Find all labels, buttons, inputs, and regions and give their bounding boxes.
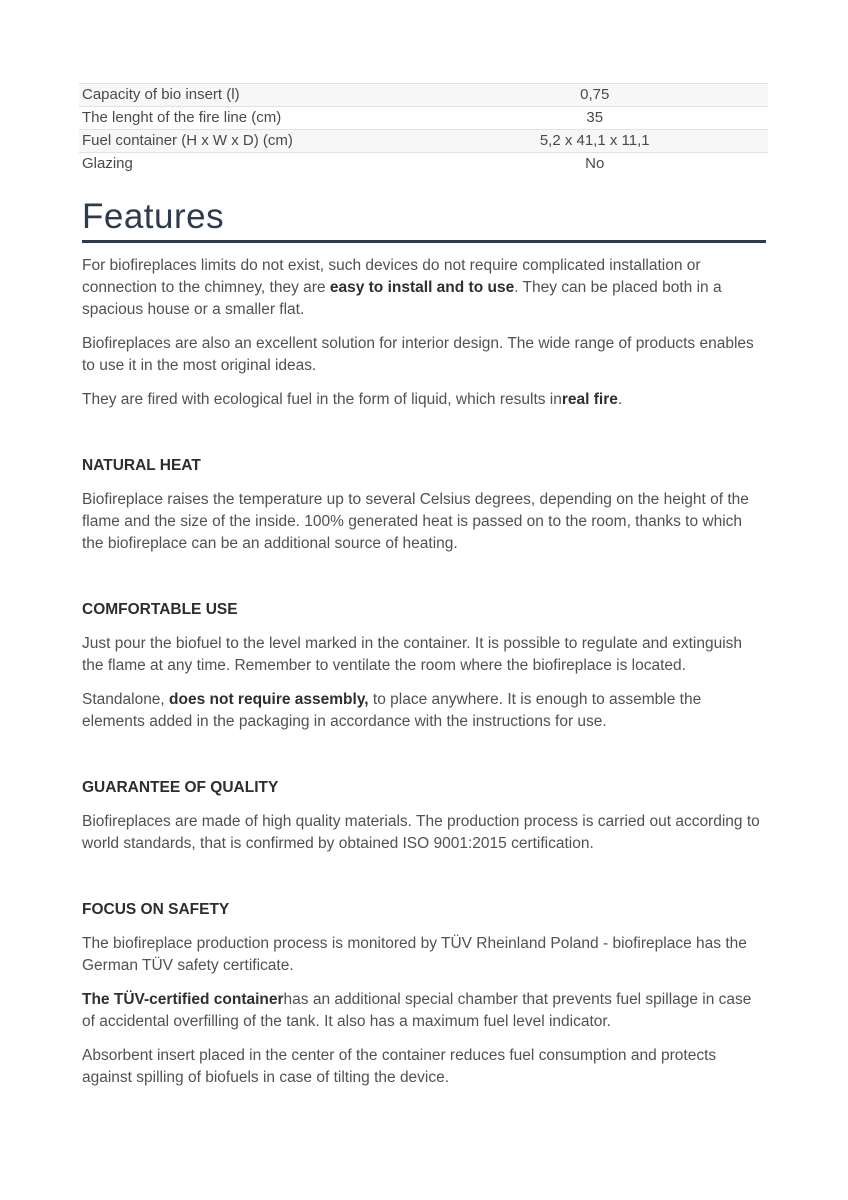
intro-paragraph: Biofireplaces are also an excellent solution for interior design. The wide range of products enables to use it in the most original ideas.	[82, 335, 754, 374]
section-paragraph: Standalone, does not require assembly, to place anywhere. It is enough to assemble the elements added in the packaging in accordance with the instructions for use.	[82, 691, 702, 730]
section-paragraph: Biofireplaces are made of high quality materials. The production process is carried out according to world standards, that is confirmed by obtained ISO 9001:2015 certification.	[82, 813, 760, 852]
heading-guarantee-of-quality: GUARANTEE OF QUALITY	[82, 779, 279, 796]
table-row	[79, 107, 768, 130]
heading-focus-on-safety: FOCUS ON SAFETY	[82, 901, 230, 918]
heading-comfortable-use: COMFORTABLE USE	[82, 601, 238, 618]
section-paragraph: The biofireplace production process is monitored by TÜV Rheinland Poland - biofireplace has the German TÜV safety certificate.	[82, 935, 747, 974]
features-heading: Features	[82, 197, 225, 236]
spec-label: Glazing	[82, 155, 133, 172]
table-row	[79, 153, 768, 176]
spec-value: 35	[586, 109, 604, 126]
section-paragraph: Absorbent insert placed in the center of the container reduces fuel consumption and protects against spilling of biofuels in case of tilting the device.	[82, 1047, 717, 1086]
specs-table	[79, 83, 768, 175]
table-row	[79, 130, 768, 153]
intro-paragraph: For biofireplaces limits do not exist, such devices do not require complicated installation or connection to the chimney, they are easy to install and to use. They can be placed both in a spacious house or a smaller flat.	[82, 257, 722, 318]
section-paragraph: The TÜV-certified containerhas an additional special chamber that prevents fuel spillage in case of accidental overfilling of the tank. It also has a maximum fuel level indicator.	[82, 991, 752, 1030]
spec-label: Fuel container (H x W x D) (cm)	[82, 132, 293, 149]
section-paragraph: Just pour the biofuel to the level marked in the container. It is possible to regulate and extinguish the flame at any time. Remember to ventilate the room where the biofireplace is located.	[82, 635, 743, 674]
spec-value: 0,75	[580, 86, 610, 103]
table-row	[79, 84, 768, 107]
features-divider	[82, 240, 766, 243]
heading-natural-heat: NATURAL HEAT	[82, 457, 201, 474]
spec-value: 5,2 x 41,1 x 11,1	[539, 132, 650, 149]
spec-label: Capacity of bio insert (l)	[82, 86, 240, 103]
intro-paragraph: They are fired with ecological fuel in the form of liquid, which results inreal fire.	[82, 391, 623, 408]
section-paragraph: Biofireplace raises the temperature up to several Celsius degrees, depending on the height of the flame and the size of the inside. 100% generated heat is passed on to the room, thanks to which the biofireplace can be an additional source of heating.	[82, 491, 749, 552]
spec-value: No	[585, 155, 605, 172]
spec-label: The lenght of the fire line (cm)	[82, 109, 282, 126]
